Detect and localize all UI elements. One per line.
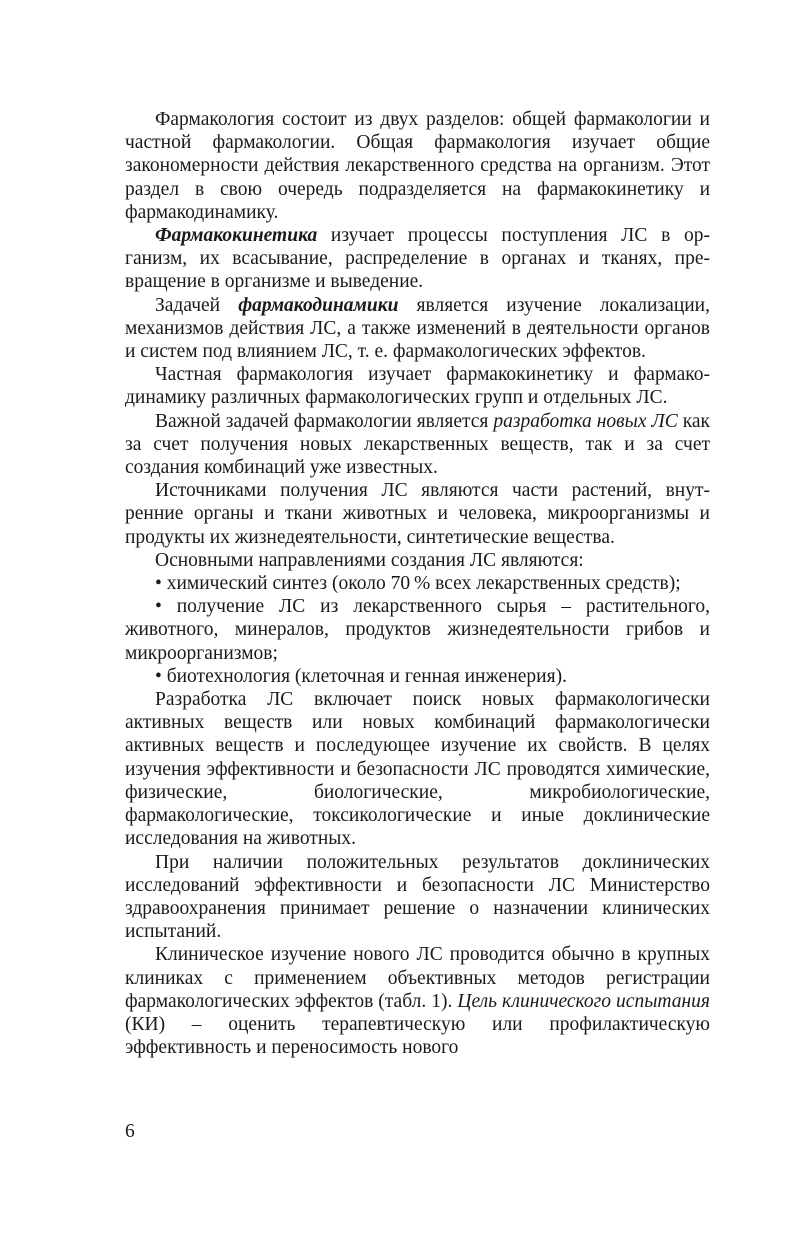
paragraph-pharmacodynamics: Задачей фармакодинамики является изучение локализации, механизмов действия ЛС, а также изменений в деятельности органов и систем под влиянием ЛС, т. е. фармакологических эффектов. — [125, 294, 710, 363]
list-item: • химический синтез (около 70 % всех лекарственных средств); — [155, 573, 681, 595]
paragraph-main-directions: Основными направлениями создания ЛС являются: — [155, 549, 584, 571]
paragraph-pharmacology-sections: Фармакология состоит из двух разделов: общей фармакологии и частной фармакологии. Общая фармакология изучает общие закономерности действия лекарственного средства на организм. Этот раздел в свою очередь подразделяется на фармакокинетику и фармакодинамику. — [125, 109, 710, 223]
paragraph-new-drug-development: Важной задачей фармакологии является разработка новых ЛС как за счет получения новых лекарственных веществ, так и за счет создания комбинаций уже известных. — [125, 410, 711, 479]
paragraph-drug-sources: Источниками получения ЛС являются части растений, внутренние органы и ткани животных и человека, микроорганизмы и продукты их жизнедеятельности, синтетические вещества. — [125, 480, 710, 548]
paragraph-private-pharmacology: Частная фармакология изучает фармакокинетику и фармакодинамику различных фармакологических групп и отдельных ЛС. — [125, 364, 710, 409]
paragraph-development-process: Разработка ЛС включает поиск новых фармакологически активных веществ или новых комбинаций фармакологически активных веществ и последующее изучение их свойств. В целях изучения эффективности и безопасности ЛС проводятся химические, физические, биологические, микробиологические, фармакологические, токсикологические и иные доклинические исследования на животных. — [125, 689, 710, 850]
list-item: • биотехнология (клеточная и генная инженерия). — [155, 665, 567, 687]
term-pharmacokinetics: Фармакокинетика — [155, 225, 318, 247]
paragraph-clinical-study: Клиническое изучение нового ЛС проводится обычно в крупных клиниках с применением объективных методов регистрации фармакологических эффектов (табл. 1). Цель клинического испытания (КИ) – оценить терапевтическую или профилактическую эффективность и переносимость нового — [125, 944, 710, 1059]
term-pharmacodynamics: фармакодинамики — [238, 294, 399, 316]
paragraph-pharmacokinetics: Фармакокинетика изучает процессы поступления ЛС в организм, их всасывание, распределение в органах и тканях, превращение в организме и выведение. — [125, 225, 710, 293]
body-text — [125, 108, 710, 1059]
paragraph-ministry-decision: При наличии положительных результатов доклинических исследований эффективности и безопасности ЛС Министерство здравоохранения принимает решение о назначении клинических испытаний. — [125, 851, 710, 943]
emphasis-clinical-trial-goal: Цель клинического испытания — [457, 990, 710, 1012]
emphasis-new-drugs: разработка новых ЛС — [493, 410, 678, 432]
page-number: 6 — [125, 1121, 135, 1142]
list-item: • получение ЛС из лекарственного сырья – растительного, животного, минералов, продуктов жизнедеятельности грибов и микроорганизмов; — [125, 596, 710, 664]
